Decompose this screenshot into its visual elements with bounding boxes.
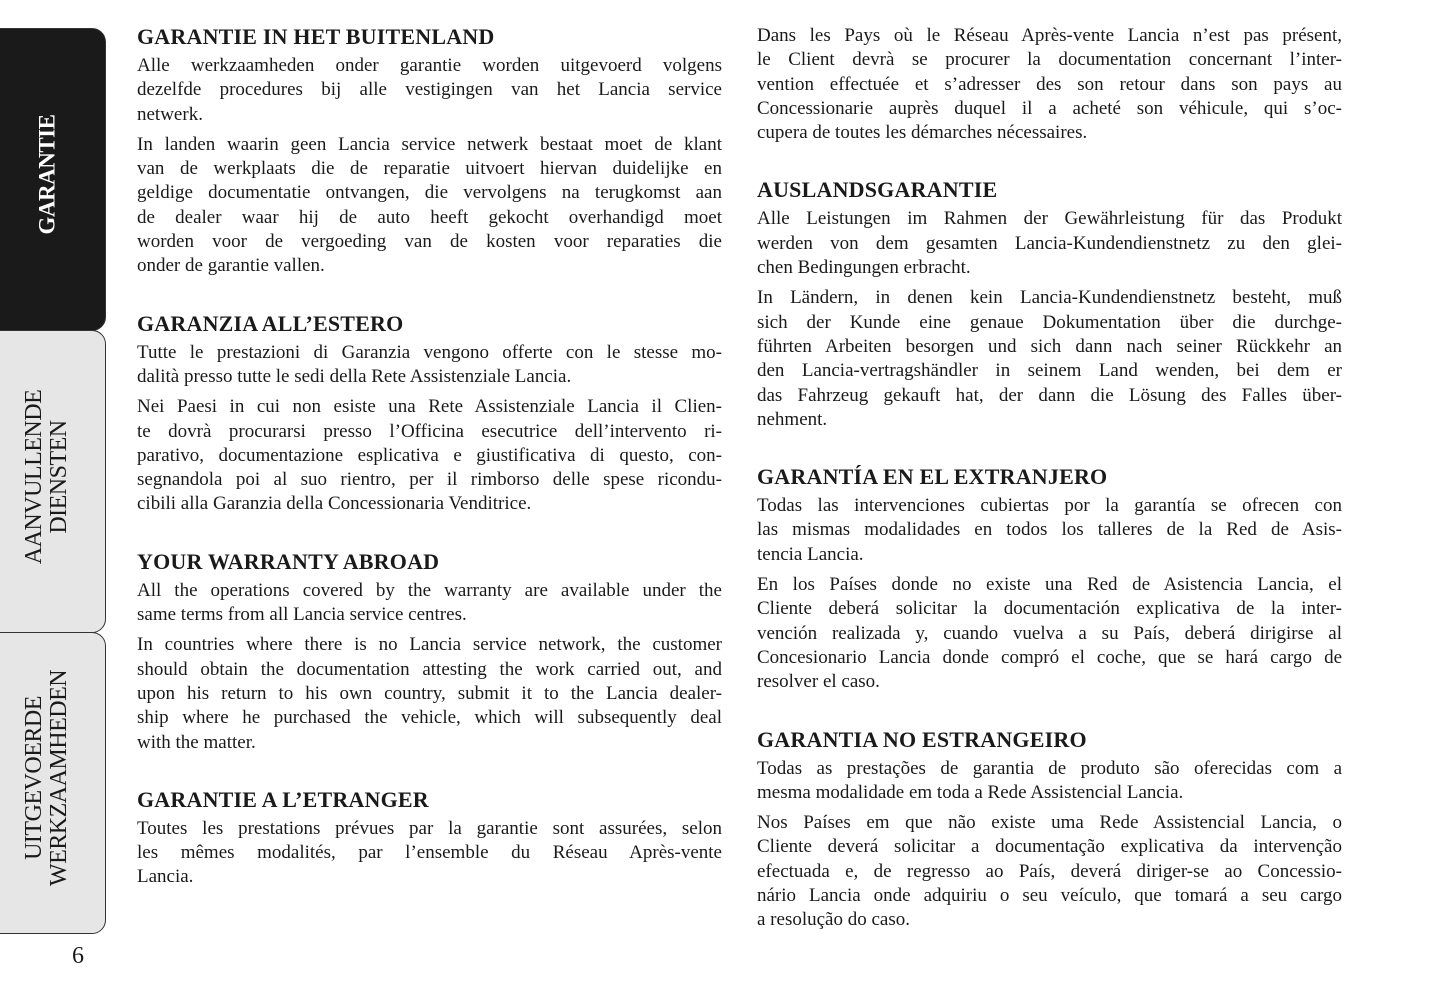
text-line: upon his return to his own country, submit it to the Lancia dealer-	[137, 682, 722, 704]
section	[137, 547, 722, 755]
text-line: a resolução do caso.	[757, 909, 910, 931]
section	[137, 22, 722, 279]
text-line: Dans les Pays où le Réseau Après-vente Lancia n’est pas présent,	[757, 25, 1342, 46]
paragraph	[137, 133, 722, 279]
section	[137, 309, 722, 517]
section-heading: GARANTÍA EN EL EXTRANJERO	[757, 464, 1108, 490]
text-line: Toutes les prestations prévues par la garantie sont assurées, selon	[137, 817, 722, 839]
text-line: den Lancia-vertragshändler in seinem Land wenden, bei dem er	[757, 360, 1342, 382]
tab-label: GARANTIE	[34, 114, 60, 235]
text-line: te dovrà procurarsi presso l’Officina esecutrice dell’intervento ri-	[137, 420, 722, 442]
text-line: efectuada e, de regresso ao País, deverá diriger-se ao Concessio-	[757, 860, 1342, 882]
paragraph	[137, 633, 722, 754]
text-line: las mismas modalidades en todos los talleres de la Red de Asis-	[757, 519, 1342, 541]
text-line: Alle werkzaamheden onder garantie worden uitgevoerd volgens	[137, 55, 722, 76]
text-line: vención realizada y, cuando vuelva a su País, deberá dirigirse al	[757, 622, 1342, 644]
paragraph	[757, 24, 1342, 145]
text-line: In landen waarin geen Lancia service netwerk bestaat moet de klant	[137, 133, 722, 155]
section	[757, 725, 1342, 933]
paragraph	[137, 341, 722, 390]
text-line: Concesionario Lancia donde compró el coche, que se hará cargo de	[757, 646, 1342, 668]
tab-label	[22, 670, 72, 896]
text-line: cupera de toutes les démarches nécessaires.	[757, 122, 1088, 144]
section	[137, 785, 722, 890]
text-line: vention effectuée et s’adresser des son retour dans son pays au	[757, 73, 1342, 95]
text-line: Cliente deberá solicitar la documentación explicativa de la inter-	[757, 598, 1342, 620]
paragraph	[137, 395, 722, 516]
paragraph	[137, 579, 722, 628]
paragraph	[137, 817, 722, 890]
text-line: nehment.	[757, 408, 828, 430]
text-line: de dealer waar hij de auto heeft gekocht overhandigd moet	[137, 206, 722, 228]
text-line: Tutte le prestazioni di Garanzia vengono offerte con le stesse mo-	[137, 341, 722, 363]
text-line: le Client devrà se procurer la documentation concernant l’inter-	[757, 49, 1342, 71]
text-line: les mêmes modalités, par l’ensemble du Réseau Après-vente	[137, 842, 722, 864]
section-heading: AUSLANDSGARANTIE	[757, 177, 998, 203]
paragraph	[137, 54, 722, 127]
text-line: netwerk.	[137, 103, 203, 125]
tab-label-line: AANVULLENDE	[21, 389, 47, 564]
text-line: All the operations covered by the warranty are available under the	[137, 579, 722, 601]
text-line: werden von dem gesamten Lancia-Kundendienstnetz zu den glei-	[757, 232, 1342, 254]
text-line: cibili alla Garanzia della Concessionaria Venditrice.	[137, 493, 532, 515]
section	[757, 175, 1342, 432]
text-line: dalità presso tutte le sedi della Rete Assistenziale Lancia.	[137, 365, 572, 387]
tab-aanvullende-diensten[interactable]	[0, 330, 106, 633]
section	[757, 462, 1342, 694]
text-line: nário Lancia onde adquiriu o seu veículo, que tomará a seu cargo	[757, 885, 1342, 907]
text-line: onder de garantie vallen.	[137, 255, 325, 277]
tab-label	[22, 389, 72, 573]
text-line: tencia Lancia.	[757, 543, 864, 565]
text-line: Nei Paesi in cui non esiste una Rete Assistenziale Lancia il Clien-	[137, 396, 722, 418]
right-column	[757, 24, 1342, 963]
text-line: with the matter.	[137, 731, 256, 753]
text-line: Alle Leistungen im Rahmen der Gewährleistung für das Produkt	[757, 208, 1342, 230]
text-line: Todas as prestações de garantia de produto são oferecidas com a	[757, 757, 1342, 779]
tab-label-line: WERKZAAMHEDEN	[46, 669, 73, 887]
text-line: Concessionarie auprès duquel il a acheté son véhicule, qui s’oc-	[757, 97, 1342, 119]
page-number: 6	[72, 943, 84, 969]
text-line: worden voor de vergoeding van de kosten voor reparaties die	[137, 231, 722, 253]
paragraph	[757, 207, 1342, 280]
text-line: ship where he purchased the vehicle, which will subsequently deal	[137, 707, 722, 729]
text-line: En los Países donde no existe una Red de Asistencia Lancia, el	[757, 574, 1342, 596]
section-heading: YOUR WARRANTY ABROAD	[137, 548, 440, 574]
left-column	[137, 22, 722, 920]
text-line: das Fahrzeug gekauft hat, der dann die Lösung des Falles über-	[757, 384, 1342, 406]
paragraph	[757, 286, 1342, 432]
text-line: Lancia.	[137, 866, 194, 888]
text-line: chen Bedingungen erbracht.	[757, 257, 971, 279]
text-line: Todas las intervenciones cubiertas por la garantía se ofrecen con	[757, 495, 1342, 517]
section-heading: GARANTIE A L’ETRANGER	[137, 786, 429, 812]
section-heading: GARANTIE IN HET BUITENLAND	[137, 24, 495, 49]
section-heading: GARANZIA ALL’ESTERO	[137, 310, 404, 336]
section-heading: GARANTIA NO ESTRANGEIRO	[757, 726, 1087, 752]
text-line: mesma modalidade em toda a Rede Assistencial Lancia.	[757, 781, 1184, 803]
text-line: führten Arbeiten besorgen und sich dann nach seiner Rückkehr an	[757, 335, 1342, 357]
text-line: In countries where there is no Lancia service network, the customer	[137, 634, 722, 656]
text-line: sich der Kunde eine genaue Dokumentation über die durchge-	[757, 311, 1342, 333]
paragraph	[757, 494, 1342, 567]
tab-label-line: DIENSTEN	[46, 419, 72, 534]
text-line: Cliente deverá solicitar a documentação explicativa da intervenção	[757, 836, 1342, 858]
paragraph	[757, 757, 1342, 806]
tab-label-line: UITGEVOERDE	[21, 696, 48, 860]
text-line: In Ländern, in denen kein Lancia-Kundendienstnetz besteht, muß	[757, 287, 1342, 309]
tab-garantie[interactable]	[0, 28, 106, 331]
section	[757, 24, 1342, 145]
text-line: geldige documentatie ontvangen, die vervolgens na terugkomst aan	[137, 182, 722, 204]
tab-uitgevoerde-werkzaamheden[interactable]	[0, 632, 106, 934]
text-line: van de werkplaats die de reparatie uitvoert hiervan duidelijke en	[137, 158, 722, 180]
text-line: segnandola poi al suo rientro, per il rimborso delle spese ricondu-	[137, 469, 722, 491]
text-line: should obtain the documentation attesting the work carried out, and	[137, 658, 722, 680]
text-line: same terms from all Lancia service centres.	[137, 604, 467, 626]
paragraph	[757, 573, 1342, 694]
text-line: dezelfde procedures bij alle vestigingen van het Lancia service	[137, 79, 722, 101]
text-line: Nos Países em que não existe uma Rede Assistencial Lancia, o	[757, 812, 1342, 834]
paragraph	[757, 811, 1342, 932]
text-line: resolver el caso.	[757, 671, 880, 693]
text-line: parativo, documentazione esplicativa e giustificativa di questo, con-	[137, 444, 722, 466]
